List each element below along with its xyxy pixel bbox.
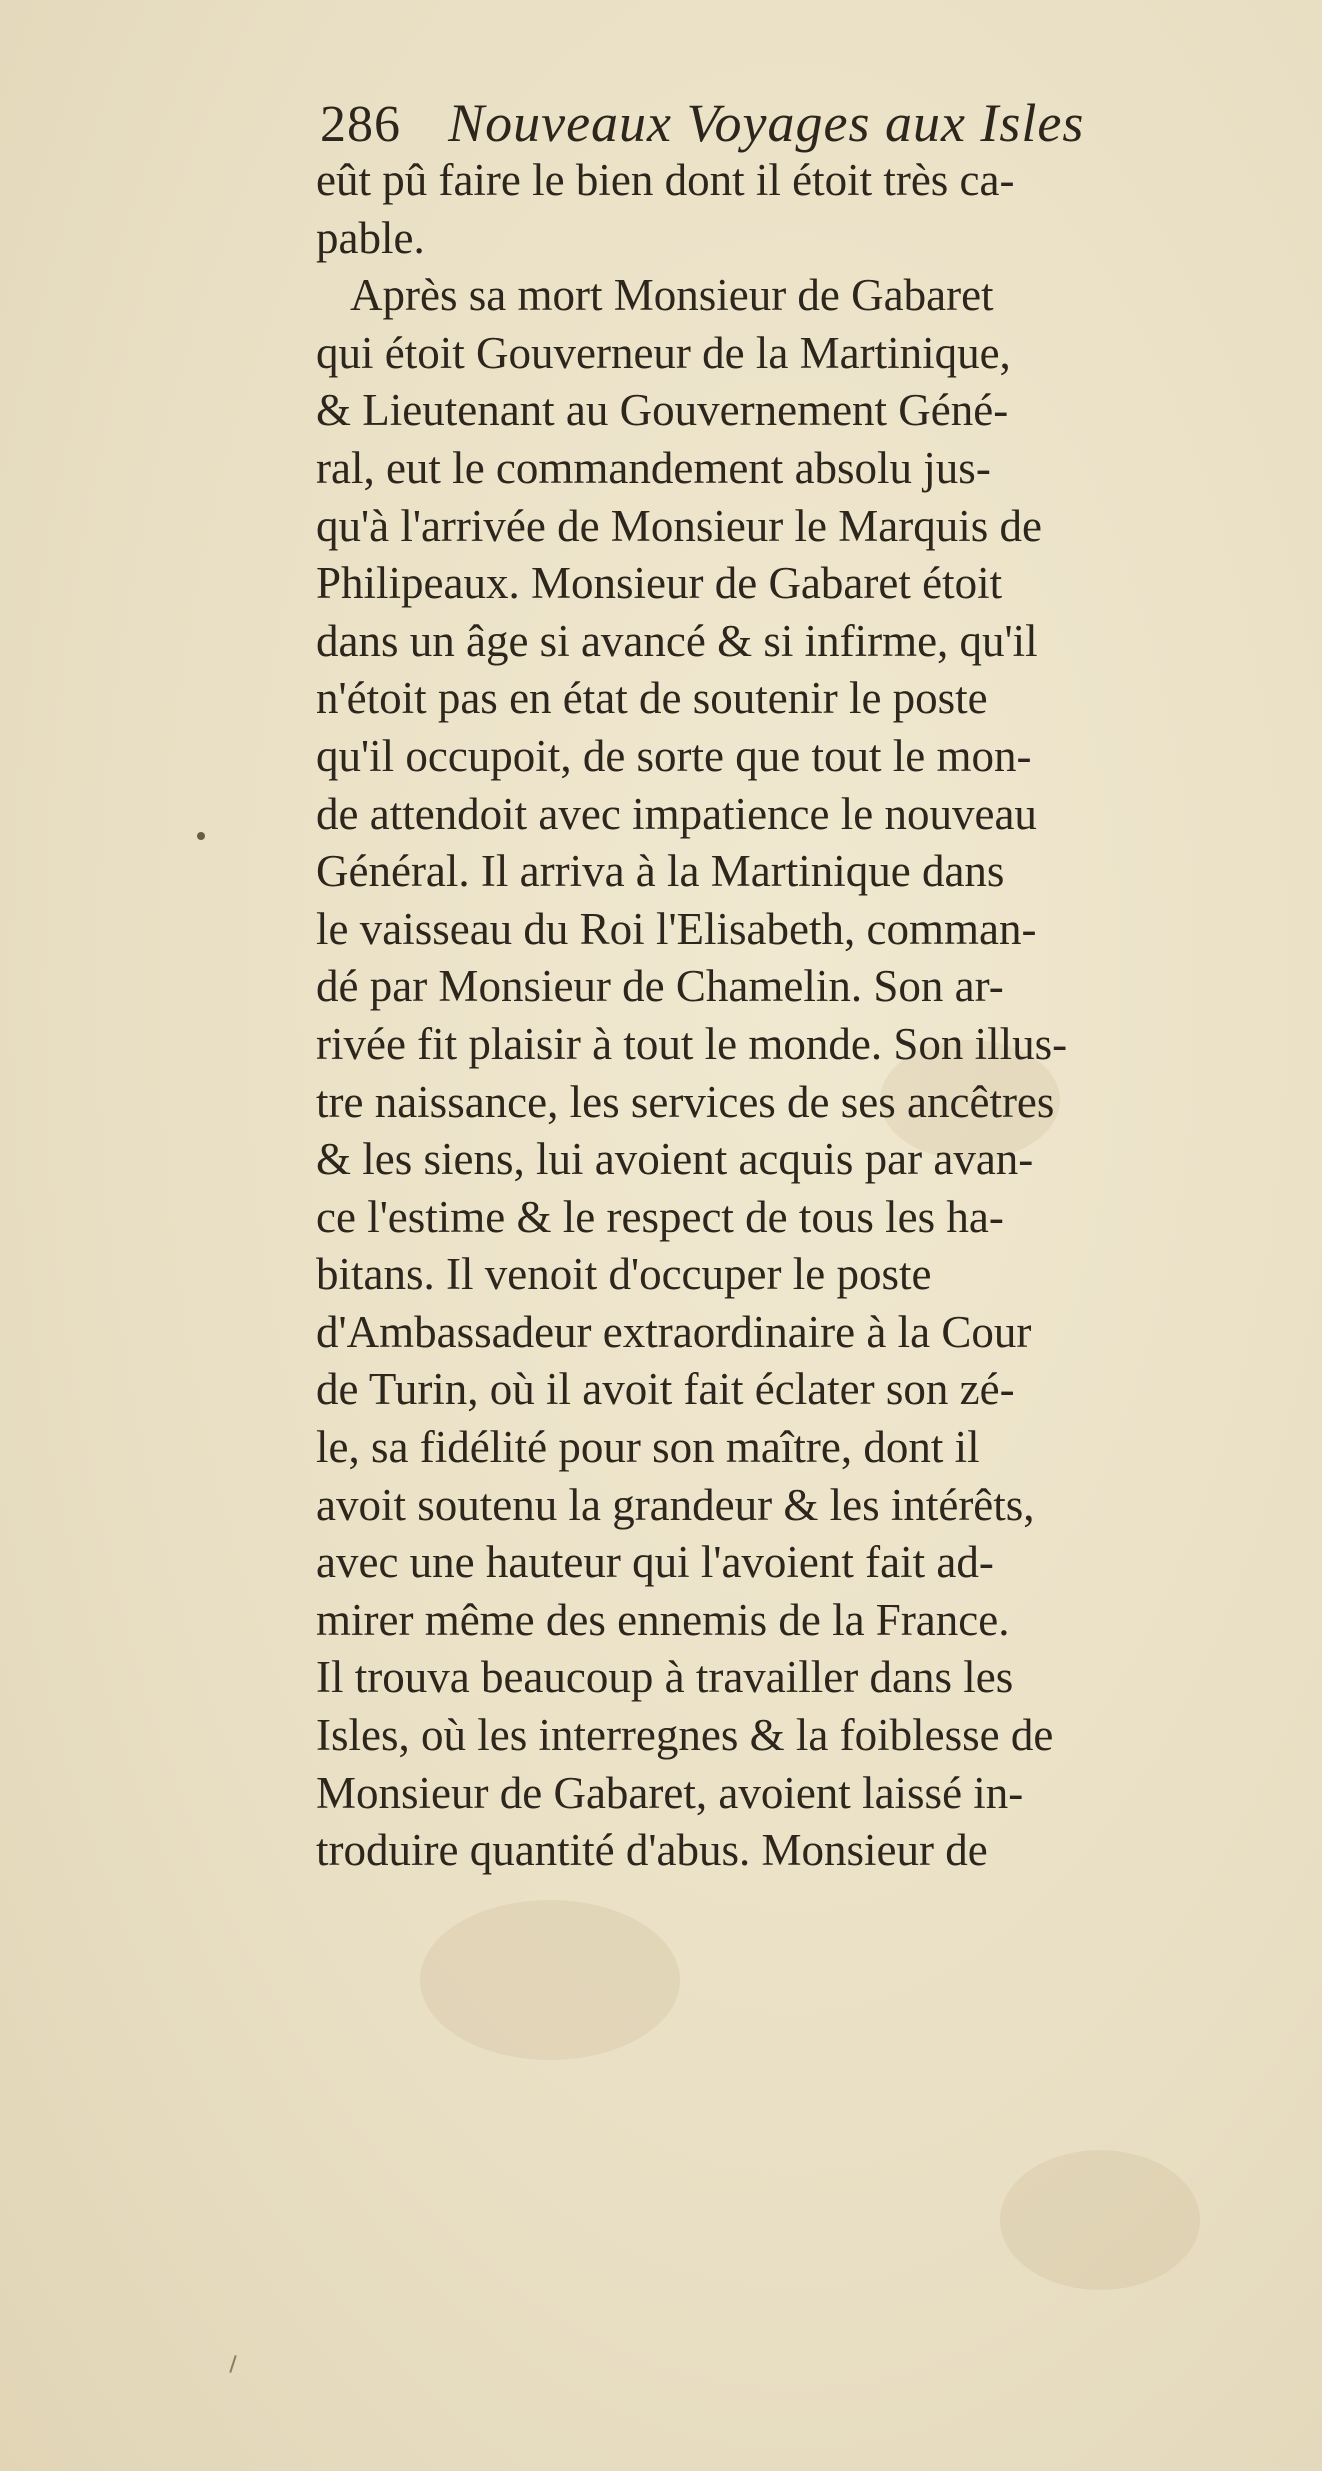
text-line: Isles, où les interregnes & la foiblesse de <box>316 1710 1054 1761</box>
text-line: & Lieutenant au Gouvernement Géné- <box>316 385 1009 436</box>
text-line: Général. Il arriva à la Martinique dans <box>316 846 1005 897</box>
text-line: mirer même des ennemis de la France. <box>316 1594 1010 1645</box>
text-line: le, sa fidélité pour son maître, dont il <box>316 1422 980 1473</box>
text-line: Monsieur de Gabaret, avoient laissé in- <box>316 1767 1024 1818</box>
text-line: bitans. Il venoit d'occuper le poste <box>316 1249 932 1300</box>
text-line: eût pû faire le bien dont il étoit très ca- <box>316 155 1015 205</box>
running-title: Nouveaux Voyages aux Isles <box>448 93 1085 153</box>
text-line: avoit soutenu la grandeur & les intérêts, <box>316 1479 1035 1530</box>
text-line: Il trouva beaucoup à travailler dans les <box>316 1652 1014 1703</box>
text-line: Philipeaux. Monsieur de Gabaret étoit <box>316 558 1003 609</box>
text-line: ce l'estime & le respect de tous les ha- <box>316 1191 1004 1242</box>
margin-ink-mark <box>229 2355 236 2373</box>
text-line: qu'il occupoit, de sorte que tout le mon- <box>316 730 1032 781</box>
body-text <box>316 152 1276 1880</box>
page-number: 286 <box>320 96 401 153</box>
text-line: dans un âge si avancé & si infirme, qu'il <box>316 615 1038 666</box>
text-line: Après sa mort Monsieur de Gabaret <box>350 270 994 321</box>
text-line: tre naissance, les services de ses ancêtres <box>316 1076 1055 1127</box>
text-line: ral, eut le commandement absolu jus- <box>316 442 991 493</box>
paper-stain <box>420 1900 680 2060</box>
text-line: n'étoit pas en état de soutenir le poste <box>316 673 988 724</box>
text-line: troduire quantité d'abus. Monsieur de <box>316 1825 988 1876</box>
text-line: le vaisseau du Roi l'Elisabeth, comman- <box>316 903 1037 954</box>
margin-ink-dot <box>197 832 205 840</box>
text-line: qui étoit Gouverneur de la Martinique, <box>316 327 1011 378</box>
text-line: de Turin, où il avoit fait éclater son zé- <box>316 1364 1015 1415</box>
text-line: qu'à l'arrivée de Monsieur le Marquis de <box>316 500 1042 551</box>
text-line: pable. <box>316 212 425 263</box>
text-line: dé par Monsieur de Chamelin. Son ar- <box>316 961 1004 1012</box>
text-line: avec une hauteur qui l'avoient fait ad- <box>316 1537 994 1588</box>
text-line: & les siens, lui avoient acquis par avan- <box>316 1134 1034 1185</box>
text-line: de attendoit avec impatience le nouveau <box>316 788 1037 839</box>
paper-stain <box>1000 2150 1200 2290</box>
text-line: rivée fit plaisir à tout le monde. Son illus- <box>316 1018 1068 1069</box>
text-line: d'Ambassadeur extraordinaire à la Cour <box>316 1306 1032 1357</box>
